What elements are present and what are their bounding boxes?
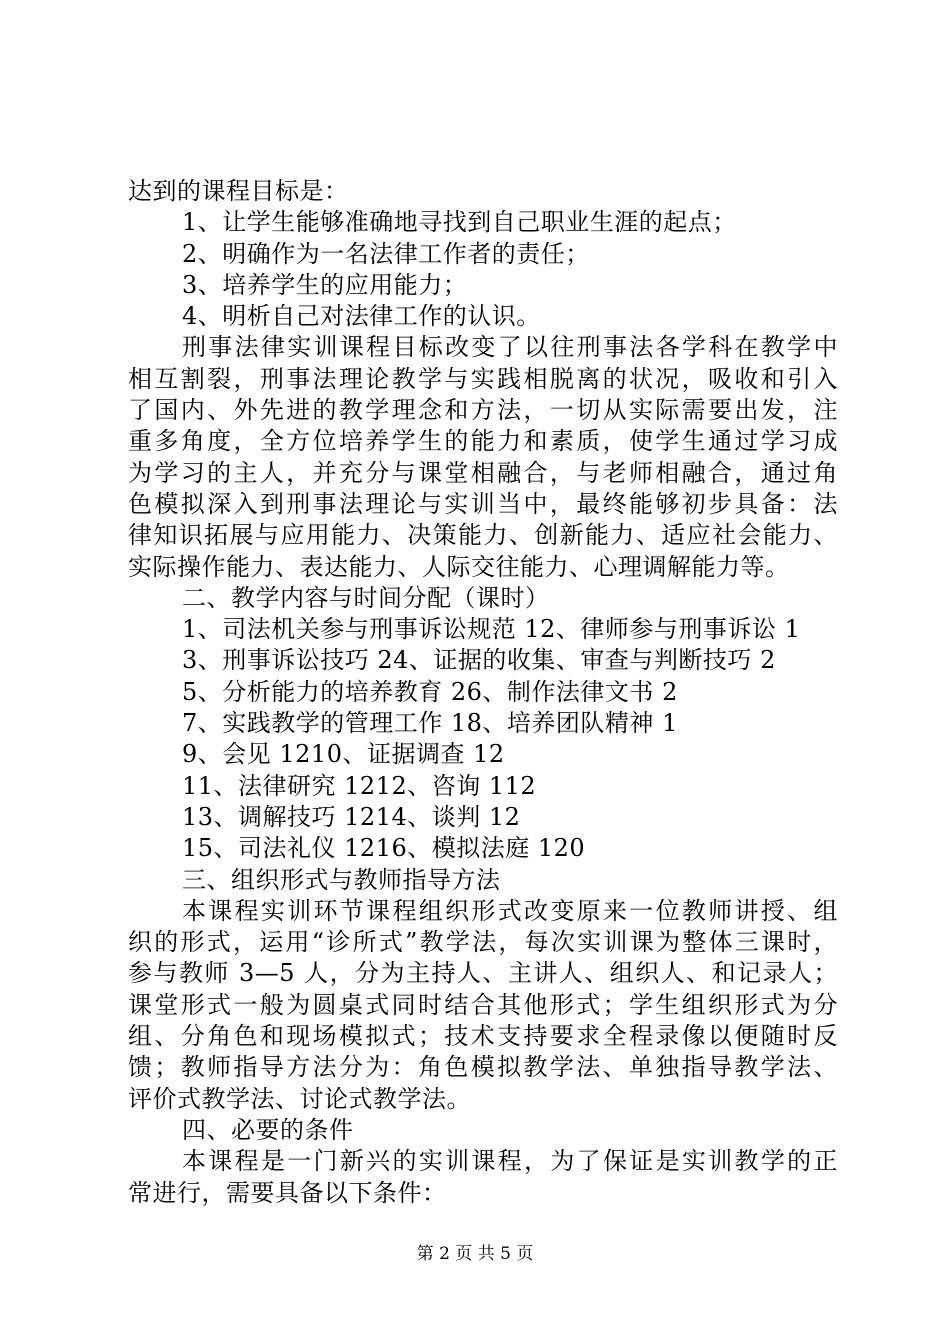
text-line: 15、司法礼仪 1216、模拟法庭 120 <box>182 834 586 863</box>
text-line: 色模拟深入到刑事法理论与实训当中，最终能够初步具备：法 <box>128 489 838 518</box>
text-line: 7、实践教学的管理工作 18、培养团队精神 1 <box>182 709 678 738</box>
text-line: 刑事法律实训课程目标改变了以往刑事法各学科在教学中 <box>182 333 838 362</box>
text-line: 本课程是一门新兴的实训课程，为了保证是实训教学的正 <box>182 1147 838 1176</box>
text-line: 相互割裂，刑事法理论教学与实践相脱离的状况，吸收和引入 <box>128 364 838 393</box>
text-line: 重多角度，全方位培养学生的能力和素质，使学生通过学习成 <box>128 427 838 456</box>
text-line: 4、明析自己对法律工作的认识。 <box>182 302 541 331</box>
text-line: 课堂形式一般为圆桌式同时结合其他形式；学生组织形式为分 <box>128 990 838 1019</box>
text-line: 四、必要的条件 <box>182 1115 354 1144</box>
text-line: 为学习的主人，并充分与课堂相融合，与老师相融合，通过角 <box>128 458 838 487</box>
text-line: 常进行，需要具备以下条件： <box>128 1178 447 1207</box>
text-line: 实际操作能力、表达能力、人际交往能力、心理调解能力等。 <box>128 552 790 581</box>
text-line: 9、会见 1210、证据调查 12 <box>182 740 505 769</box>
text-line: 评价式教学法、讨论式教学法。 <box>128 1084 471 1113</box>
text-line: 馈；教师指导方法分为：角色模拟教学法、单独指导教学法、 <box>128 1053 838 1082</box>
text-line: 达到的课程目标是： <box>128 177 349 205</box>
text-line: 5、分析能力的培养教育 26、制作法律文书 2 <box>182 677 678 706</box>
document-body <box>128 176 838 1209</box>
text-line: 了国内、外先进的教学理念和方法，一切从实际需要出发，注 <box>128 396 838 425</box>
page-number-label: 第 2 页 共 5 页 <box>416 1244 534 1264</box>
page-footer <box>0 1244 950 1264</box>
text-line: 3、培养学生的应用能力； <box>182 270 468 299</box>
text-line: 1、司法机关参与刑事诉讼规范 12、律师参与刑事诉讼 1 <box>182 615 801 644</box>
text-line: 本课程实训环节课程组织形式改变原来一位教师讲授、组 <box>182 896 838 925</box>
text-line: 13、调解技巧 1214、谈判 12 <box>182 802 521 831</box>
text-line: 组、分角色和现场模拟式；技术支持要求全程录像以便随时反 <box>128 1022 838 1051</box>
text-line: 3、刑事诉讼技巧 24、证据的收集、审查与判断技巧 2 <box>182 646 776 675</box>
text-line: 11、法律研究 1212、咨询 112 <box>182 771 537 800</box>
text-line: 三、组织形式与教师指导方法 <box>182 865 501 894</box>
text-line: 1、让学生能够准确地寻找到自己职业生涯的起点； <box>182 208 737 237</box>
text-line: 参与教师 3—5 人，分为主持人、主讲人、组织人、和记录人； <box>128 959 838 988</box>
text-line: 织的形式，运用“诊所式”教学法，每次实训课为整体三课时， <box>128 928 838 957</box>
text-line: 律知识拓展与应用能力、决策能力、创新能力、适应社会能力、 <box>128 521 838 550</box>
text-line: 二、教学内容与时间分配（课时） <box>182 583 550 612</box>
text-line: 2、明确作为一名法律工作者的责任； <box>182 239 590 268</box>
